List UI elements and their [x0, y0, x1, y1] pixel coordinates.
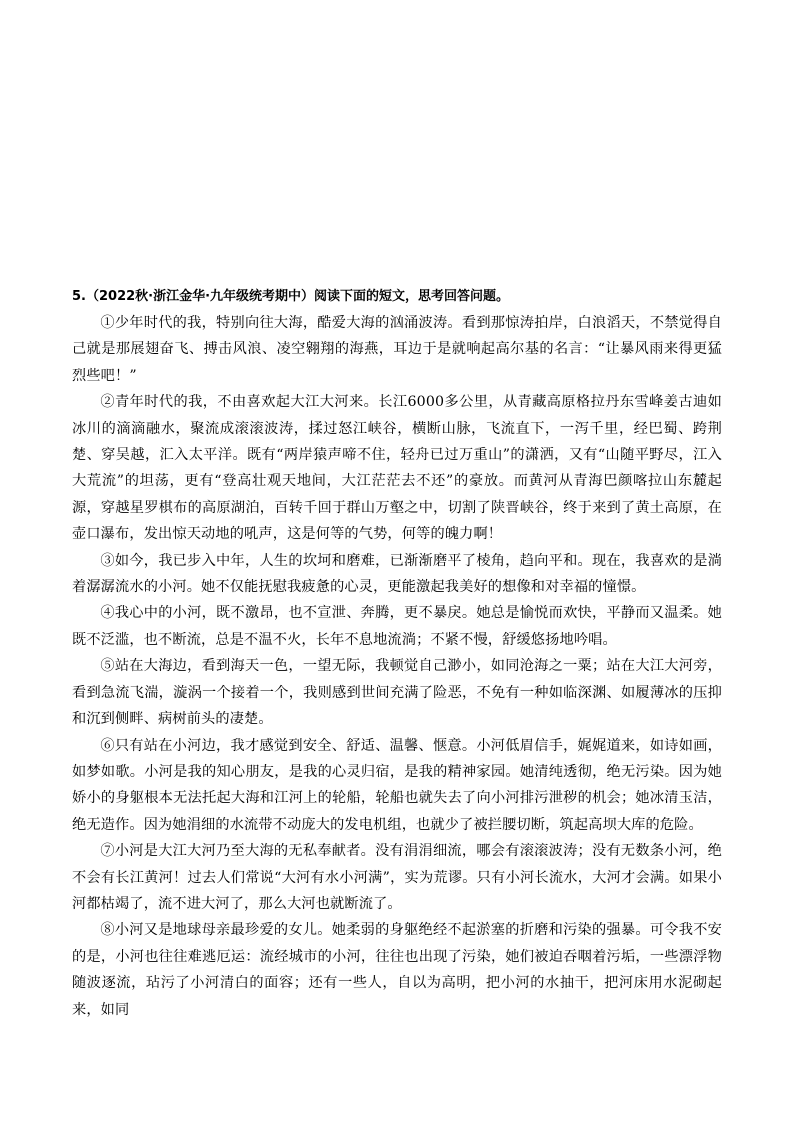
paragraph-3: ③如今，我已步入中年，人生的坎坷和磨难，已渐渐磨平了棱角，趋向平和。现在，我喜欢的是淌着潺潺流水的小河。她不仅能抚慰我疲惫的心灵，更能激起我美好的想像和对幸福的憧憬。: [72, 552, 722, 596]
paragraph-4: ④我心中的小河，既不激昂，也不宣泄、奔腾，更不暴戾。她总是愉悦而欢快，平静而又温柔。她既不泛滥，也不断流，总是不温不火，长年不息地流淌；不紧不慢，舒缓悠扬地吟唱。: [72, 605, 722, 648]
question-title: 5.（2022秋·浙江金华·九年级统考期中）阅读下面的短文，思考回答问题。: [72, 289, 510, 304]
paragraph-8: ⑧小河又是地球母亲最珍爱的女儿。她柔弱的身躯绝经不起淤塞的折磨和污染的强暴。可令我不安的是，小河也往往难逃厄运：流经城市的小河，往往也出现了污染，她们被迫吞咽着污垢，一些漂浮物随波逐流，玷污了小河清白的面容；还有一些人，自以为高明，把小河的水抽干，把河床用水泥砌起来，如同: [72, 922, 722, 1018]
paragraph-2: ②青年时代的我，不由喜欢起大江大河来。长江6000多公里，从青藏高原格拉丹东雪峰姜古迪如冰川的滴滴融水，聚流成滚滚波涛，揉过怒江峡谷，横断山脉，飞流直下，一泻千里，经巴蜀、跨荆楚、穿吴越，汇入太平洋。既有“两岸猿声啼不住，轻舟已过万重山”的潇洒，又有“山随平野尽，江入大荒流”的坦荡，更有“登高壮观天地间，大江茫茫去不还”的豪放。而黄河从青海巴颜喀拉山东麓起源，穿越星罗棋布的高原湖泊，百转千回于群山万壑之中，切割了陕晋峡谷，终于来到了黄土高原，在壶口瀑布，发出惊天动地的吼声，这是何等的气势，何等的魄力啊！: [72, 394, 722, 543]
paragraph-6: ⑥只有站在小河边，我才感觉到安全、舒适、温馨、惬意。小河低眉信手，娓娓道来，如诗如画，如梦如歌。小河是我的知心朋友，是我的心灵归宿，是我的精神家园。她清纯透彻，绝无污染。因为她娇小的身躯根本无法托起大海和江河上的轮船，轮船也就失去了向小河排污泄秽的机会；她冰清玉洁，绝无造作。因为她涓细的水流带不动庞大的发电机组，也就少了被拦腰切断，筑起高坝大库的危险。: [72, 737, 722, 833]
question-block: [72, 284, 722, 1023]
reading-passage: [72, 310, 722, 1023]
paragraph-5: ⑤站在大海边，看到海天一色，一望无际，我顿觉自己渺小，如同沧海之一粟；站在大江大河旁，看到急流飞湍，漩涡一个接着一个，我则感到世间充满了险恶，不免有一种如临深渊、如履薄冰的压抑和沉到侧畔、病树前头的凄楚。: [72, 658, 722, 728]
paragraph-7: ⑦小河是大江大河乃至大海的无私奉献者。没有涓涓细流，哪会有滚滚波涛；没有无数条小河，绝不会有长江黄河！过去人们常说“大河有水小河满”，实为荒谬。只有小河长流水，大河才会满。如果小河都枯竭了，流不进大河了，那么大河也就断流了。: [72, 843, 722, 912]
paragraph-1: ①少年时代的我，特别向往大海，酷爱大海的汹涌波涛。看到那惊涛拍岸，白浪滔天，不禁觉得自己就是那展翅奋飞、搏击风浪、凌空翱翔的海燕，耳边于是就响起高尔基的名言：“让暴风雨来得更猛烈些吧！”: [72, 315, 722, 384]
